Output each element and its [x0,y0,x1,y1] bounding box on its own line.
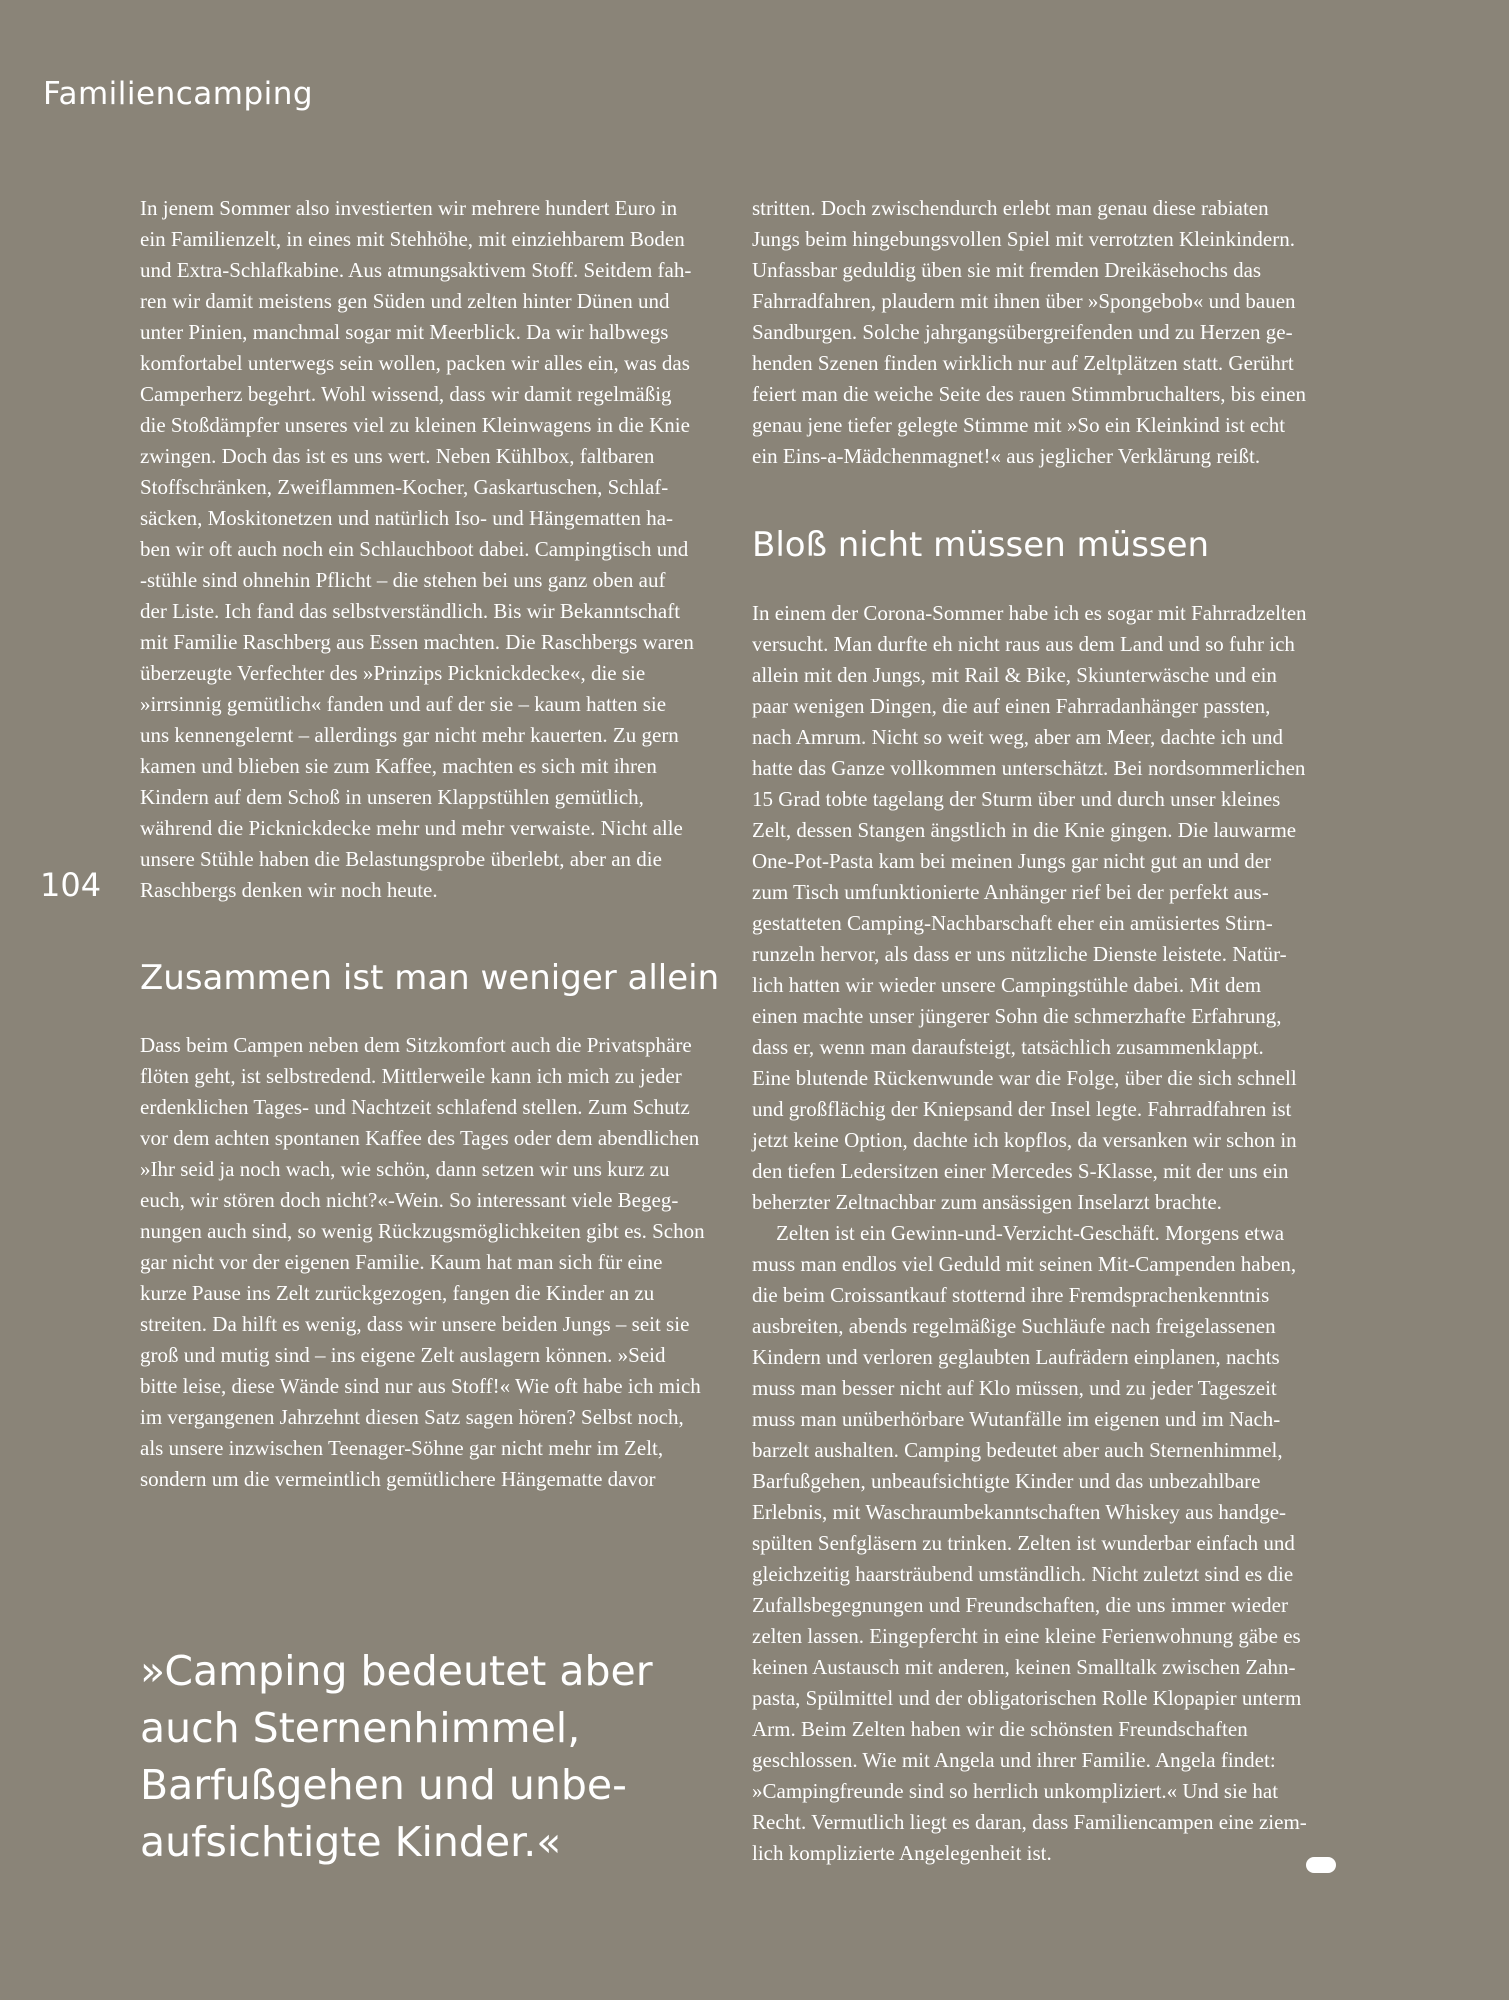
body-paragraph: In einem der Corona-Sommer habe ich es sogar mit Fahrradzelten versucht. Man durfte eh nicht raus aus dem Land und so fuhr ich allein mit den Jungs, mit Rail & Bike, Skiunterwäsche und ein paar wenigen Dingen, die auf einen Fahrradanhänger passten, nach Amrum. Nicht so weit weg, aber am Meer, dachte ich und hatte das Ganze vollkommen unterschätzt. Bei nordsommerlichen 15 Grad tobte tagelang der Sturm über und durch unser kleines Zelt, dessen Stangen ängstlich in die Knie gingen. Die lauwarme One-Pot-Pasta kam bei meinen Jungs gar nicht gut an und der zum Tisch umfunktionierte Anhänger rief bei der perfekt aus- gestatteten Camping-Nachbarschaft eher ein amüsiertes Stirn- runzeln hervor, als dass er uns nützliche Dienste leistete. Natür- lich hatten wir wieder unsere Campingstühle dabei. Mit dem einen machte unser jüngerer Sohn die schmerzhafte Erfahrung, dass er, wenn man daraufsteigt, tatsächlich zusammenklappt. Eine blutende Rückenwunde war die Folge, über die sich schnell und großflächig der Kniepsand der Insel legte. Fahrradfahren ist jetzt keine Option, dachte ich kopflos, da versanken wir schon in den tiefen Ledersitzen einer Mercedes S-Klasse, mit der uns ein beherzter Zeltnachbar zum ansässigen Inselarzt brachte. [752,601,1307,1214]
page-number: 104 [40,866,102,904]
end-mark-icon [1306,1857,1336,1873]
body-paragraph: In jenem Sommer also investierten wir mehrere hundert Euro in ein Familienzelt, in eines mit Stehhöhe, mit einziehbarem Boden und Extra-Schlafkabine. Aus atmungsaktivem Stoff. Seitdem fah- ren wir damit meistens gen Süden und zelten hinter Dünen und unter Pinien, manchmal sogar mit Meerblick. Da wir halbwegs komfortabel unterwegs sein wollen, packen wir alles ein, was das Camperherz begehrt. Wohl wissend, dass wir damit regelmäßig die Stoßdämpfer unseres viel zu kleinen Kleinwagens in die Knie zwingen. Doch das ist es uns wert. Neben Kühlbox, faltbaren Stoffschränken, Zweiflammen-Kocher, Gaskartuschen, Schlaf- säcken, Moskitonetzen und natürlich Iso- und Hängematten ha- ben wir oft auch noch ein Schlauchboot dabei. Campingtisch und -stühle sind ohnehin Pflicht – die stehen bei uns ganz oben auf der Liste. Ich fand das selbstverständlich. Bis wir Bekanntschaft mit Familie Raschberg aus Essen machten. Die Raschbergs waren überzeugte Verfechter des »Prinzips Picknickdecke«, die sie »irrsinnig gemütlich« fanden und auf der sie – kaum hatten sie uns kennengelernt – allerdings gar nicht mehr kauerten. Zu gern kamen und blieben sie zum Kaffee, machten es sich mit ihren Kindern auf dem Schoß in unseren Klappstühlen gemütlich, während die Picknickdecke mehr und mehr verwaiste. Nicht alle unsere Stühle haben die Belastungsprobe überlebt, aber an die Raschbergs denken wir noch heute. [140,196,694,902]
body-paragraph: Zelten ist ein Gewinn-und-Verzicht-Geschäft. Morgens etwa muss man endlos viel Geduld mit seinen Mit-Campenden haben, die beim Croissantkauf stotternd ihre Fremdsprachenkenntnis ausbreiten, abends regelmäßige Suchläufe nach freigelassenen Kindern und verloren geglaubten Laufrädern einplanen, nachts muss man besser nicht auf Klo müssen, und zu jeder Tageszeit muss man unüberhörbare Wutanfälle im eigenen und im Nach- barzelt aushalten. Camping bedeutet aber auch Sternenhimmel, Barfußgehen, unbeaufsichtigte Kinder und das unbezahlbare Erlebnis, mit Waschraumbekanntschaften Whiskey aus handge- spülten Senfgläsern zu trinken. Zelten ist wunderbar einfach und gleichzeitig haarsträubend umständlich. Nicht zuletzt sind es die Zufallsbegegnungen und Freundschaften, die uns immer wieder zelten lassen. Eingepfercht in eine kleine Ferienwohnung gäbe es keinen Austausch mit anderen, keinen Smalltalk zwischen Zahn- pasta, Spülmittel und der obligatorischen Rolle Klopapier unterm Arm. Beim Zelten haben wir die schönsten Freundschaften geschlossen. Wie mit Angela und ihrer Familie. Angela findet: »Campingfreunde sind so herrlich unkompliziert.« Und sie hat Recht. Vermutlich liegt es daran, dass Familiencampen eine ziem- lich komplizierte Angelegenheit ist. [752,1221,1307,1865]
section-heading: Zusammen ist man weniger allein [140,958,720,998]
column-left-top [140,193,723,906]
column-left-bottom [140,1030,723,1495]
pull-quote: »Camping bedeutet aber auch Sternenhimmel, Barfußgehen und unbe- aufsichtigte Kinder.« [140,1647,653,1866]
column-right-bottom [752,598,1335,1869]
body-paragraph: Dass beim Campen neben dem Sitzkomfort auch die Privatsphäre flöten geht, ist selbstredend. Mittlerweile kann ich mich zu jeder erdenklichen Tages- und Nachtzeit schlafend stellen. Zum Schutz vor dem achten spontanen Kaffee des Tages oder dem abendlichen »Ihr seid ja noch wach, wie schön, dann setzen wir uns kurz zu euch, wir stören doch nicht?«-Wein. So interessant viele Begeg- nungen auch sind, so wenig Rückzugsmöglichkeiten gibt es. Schon gar nicht vor der eigenen Familie. Kaum hat man sich für eine kurze Pause ins Zelt zurückgezogen, fangen die Kinder an zu streiten. Da hilft es wenig, dass wir unsere beiden Jungs – seit sie groß und mutig sind – ins eigene Zelt auslagern können. »Seid bitte leise, diese Wände sind nur aus Stoff!« Wie oft habe ich mich im vergangenen Jahrzehnt diesen Satz sagen hören? Selbst noch, als unsere inzwischen Teenager-Söhne gar nicht mehr im Zelt, sondern um die vermeintlich gemütlichere Hängematte davor [140,1033,705,1491]
section-heading: Bloß nicht müssen müssen [752,525,1210,565]
body-paragraph: stritten. Doch zwischendurch erlebt man genau diese rabiaten Jungs beim hingebungsvollen Spiel mit verrotzten Kleinkindern. Unfassbar geduldig üben sie mit fremden Dreikäsehochs das Fahrradfahren, plaudern mit ihnen über »Spongebob« und bauen Sandburgen. Solche jahrgangsübergreifenden und zu Herzen ge- henden Szenen finden wirklich nur auf Zeltplätzen statt. Gerührt feiert man die weiche Seite des rauen Stimmbruchalters, bis einen genau jene tiefer gelegte Stimme mit »So ein Kleinkind ist echt ein Eins-a-Mädchenmagnet!« aus jeglicher Verklärung reißt. [752,196,1306,468]
section-header: Familiencamping [43,76,314,112]
column-right-top [752,193,1335,472]
